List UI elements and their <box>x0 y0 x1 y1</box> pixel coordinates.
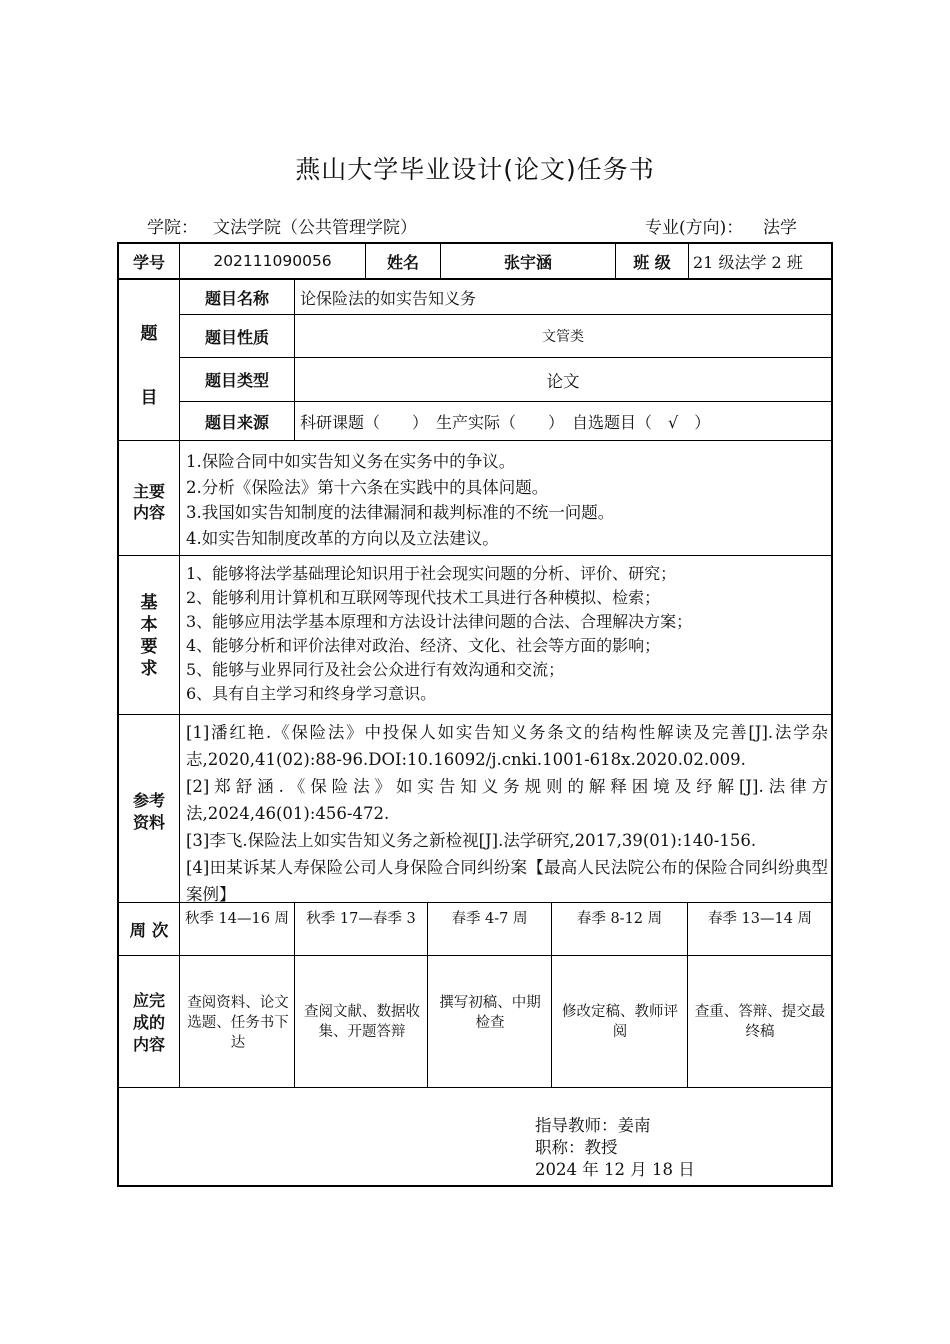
requirement-item: 5、能够与业界同行及社会公众进行有效沟通和交流； <box>186 660 565 679</box>
page-title: 燕山大学毕业设计(论文)任务书 <box>295 155 655 184</box>
content-4: 修改定稿、教师评阅 <box>562 1004 678 1040</box>
class-label: 班 级 <box>633 252 671 272</box>
requirements-list <box>186 562 826 706</box>
content-3: 撰写初稿、中期检查 <box>439 995 541 1031</box>
requirements-label: 基 本 要 求 <box>140 593 158 679</box>
row-divider <box>117 714 833 715</box>
content-1: 查阅资料、论文选题、任务书下达 <box>187 995 289 1051</box>
week-5: 春季 13—14 周 <box>707 911 813 927</box>
topic-nature-label: 题目性质 <box>204 327 269 347</box>
requirement-item: 1、能够将法学基础理论知识用于社会现实问题的分析、评价、研究； <box>186 564 677 583</box>
topic-section-label: 目 <box>140 387 158 408</box>
requirement-item: 3、能够应用法学基本原理和方法设计法律问题的合法、合理解决方案； <box>186 612 693 631</box>
main-content-item: 3.我国如实告知制度的法律漏洞和裁判标准的不统一问题。 <box>186 503 615 522</box>
major-label: 专业(方向)： <box>645 218 744 238</box>
content-5: 查重、答辩、提交最终稿 <box>694 1004 826 1040</box>
week-4: 春季 8-12 周 <box>576 911 663 927</box>
main-content-item: 2.分析《保险法》第十六条在实践中的具体问题。 <box>186 477 549 497</box>
main-content-item: 1.保险合同中如实告知义务在实务中的争议。 <box>186 452 516 471</box>
topic-type-value: 论文 <box>546 371 580 391</box>
requirement-item: 2、能够利用计算机和互联网等现代技术工具进行各种模拟、检索； <box>186 588 661 607</box>
main-content-label: 内容 <box>132 502 165 522</box>
row-divider <box>117 1087 833 1088</box>
row-divider <box>117 440 833 441</box>
col-divider <box>688 242 689 279</box>
references-list <box>186 719 828 908</box>
col-divider <box>294 902 295 1087</box>
student-id-label: 学号 <box>132 252 165 272</box>
week-3: 春季 4-7 周 <box>451 911 528 927</box>
reference-item: [1]潘红艳.《保险法》中投保人如实告知义务条文的结构性解读及完善[J].法学杂志,2020,41(02):88-96.DOI:10.16092/j.cnki.1001-618x.2020.02.009. <box>186 723 828 769</box>
week-1: 秋季 14—16 周 <box>184 911 290 927</box>
row-divider <box>117 955 833 956</box>
signature-date: 2024 年 12 月 18 日 <box>535 1160 695 1179</box>
advisor-title: 职称：教授 <box>535 1138 618 1157</box>
requirement-item: 4、能够分析和评价法律对政治、经济、文化、社会等方面的影响； <box>186 636 661 655</box>
student-id-value: 202111090056 <box>213 252 332 270</box>
reference-item: [3]李飞.保险法上如实告知义务之新检视[J].法学研究,2017,39(01):140-156. <box>186 831 757 850</box>
col-divider <box>687 902 688 1087</box>
college-label: 学院： <box>147 218 198 238</box>
row-divider <box>117 555 833 556</box>
references-label: 资料 <box>132 812 165 832</box>
class-value: 21 级法学 2 班 <box>693 252 803 272</box>
student-name-label: 姓名 <box>386 252 419 272</box>
requirement-item: 6、具有自主学习和终身学习意识。 <box>186 684 437 703</box>
topic-source-value: 科研课题（ ） 生产实际（ ） 自选题目（ √ ） <box>300 412 711 432</box>
advisor: 指导教师：姜南 <box>535 1116 651 1135</box>
topic-source-label: 题目来源 <box>204 412 269 432</box>
topic-name-label: 题目名称 <box>204 288 269 308</box>
topic-nature-value: 文管类 <box>542 329 584 345</box>
topic-name-value: 论保险法的如实告知义务 <box>300 288 477 308</box>
topic-section-label: 题 <box>140 323 158 344</box>
content-label: 应完 成的 内容 <box>132 991 165 1054</box>
main-content-list <box>186 449 826 551</box>
college-value: 文法学院（公共管理学院） <box>213 218 417 238</box>
signature-block <box>535 1115 695 1181</box>
student-name-value: 张宇涵 <box>503 252 552 272</box>
week-label: 周 次 <box>129 921 169 940</box>
main-content-label: 主要 <box>132 481 165 501</box>
topic-type-label: 题目类型 <box>204 371 269 390</box>
major-value: 法学 <box>763 218 797 238</box>
references-label: 参考 <box>132 790 165 810</box>
col-divider <box>551 902 552 1087</box>
week-2: 秋季 17—春季 3 <box>306 911 416 927</box>
col-divider <box>427 902 428 1087</box>
reference-item: [2]郑舒涵.《保险法》如实告知义务规则的解释困境及纾解[J].法律方法,2024,46(01):456-472. <box>186 777 828 823</box>
reference-item: [4]田某诉某人寿保险公司人身保险合同纠纷案【最高人民法院公布的保险合同纠纷典型案例】 <box>186 858 828 904</box>
content-2: 查阅文献、数据收集、开题答辩 <box>304 1004 420 1040</box>
main-content-item: 4.如实告知制度改革的方向以及立法建议。 <box>186 528 499 548</box>
